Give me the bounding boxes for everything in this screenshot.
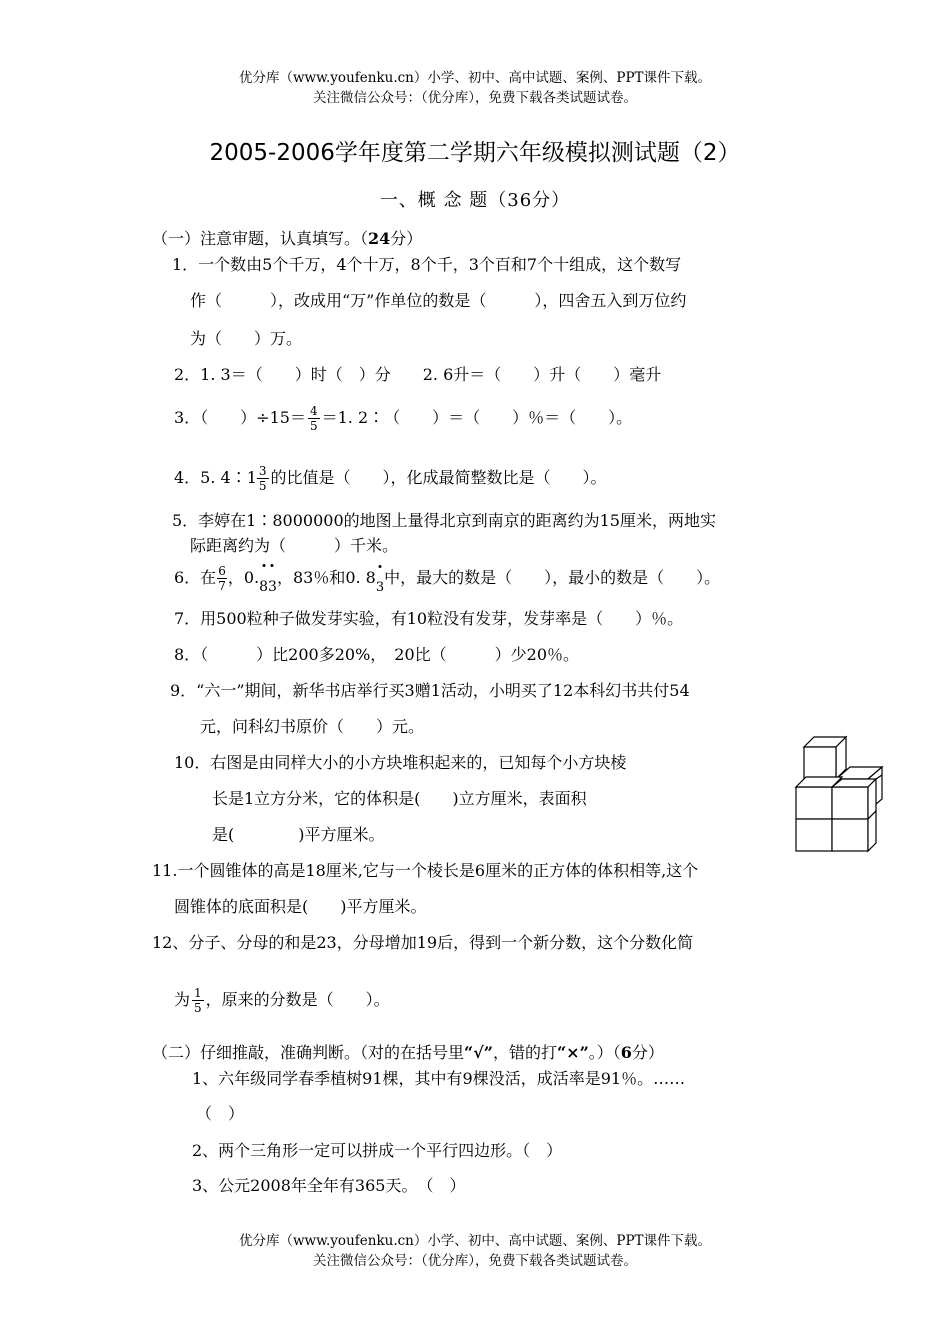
- q10-line2: 长是1立方分米，它的体积是( )立方厘米，表面积: [212, 789, 587, 808]
- q4: 4．5. 4∶1 $\frac{3}{5}$ 的比值是（ ），化成最简整数比是（ ）。: [174, 464, 607, 493]
- q11-line1: 11.一个圆锥体的高是18厘米,它与一个棱长是6厘米的正方体的体积相等,这个: [152, 861, 699, 880]
- q5-line2: 际距离约为（ ）千米。: [190, 536, 399, 555]
- judge-1-line2: （ ）: [196, 1104, 245, 1123]
- q8: 8．（ ）比200多20%， 20比（ ）少20％。: [174, 645, 580, 664]
- judge-2: 2、两个三角形一定可以拼成一个平行四边形。（ ）: [192, 1141, 563, 1160]
- fraction: $\frac{3}{5}$: [258, 464, 267, 493]
- q1-line1: 1．一个数由5个千万，4个十万，8个千，3个百和7个十组成，这个数写: [172, 255, 682, 274]
- q3: 3．（ ）÷15＝ $\frac{4}{5}$ ＝1. 2∶（ ）＝（ ）％＝（ ）。: [174, 404, 633, 433]
- q12-line2: 为 $\frac{1}{5}$ ，原来的分数是（ ）。: [174, 986, 390, 1015]
- judge-1-line1: 1、六年级同学春季植树91棵，其中有9棵没活，成活率是91％。……: [192, 1069, 686, 1088]
- part2-heading: （二）仔细推敲，准确判断。（对的在括号里“√”，错的打“×”。）（6分）: [152, 1043, 664, 1062]
- q1-line2: 作（ ），改成用“万”作单位的数是（ ），四舍五入到万位约: [190, 291, 687, 310]
- q6: 6．在 $\frac{6}{7}$ ，0.83，83％和0. 83中，最大的数是（ ），最小的数是（ ）。: [174, 558, 720, 608]
- q1-line3: 为（ ）万。: [190, 329, 303, 348]
- q9-line2: 元，问科幻书原价（ ）元。: [200, 717, 425, 736]
- fraction: $\frac{1}{5}$: [194, 986, 202, 1015]
- q11-line2: 圆锥体的底面积是( )平方厘米。: [174, 897, 427, 916]
- header-line-2: 关注微信公众号：（优分库），免费下载各类试题试卷。: [313, 90, 637, 106]
- section-title: 一、概 念 题（36分）: [379, 190, 571, 211]
- part1-heading: （一）注意审题，认真填写。（24分）: [152, 229, 423, 248]
- header-line-1: 优分库（www.youfenku.cn）小学、初中、高中试题、案例、PPT课件下载。: [238, 70, 712, 86]
- fraction: $\frac{4}{5}$: [309, 404, 318, 433]
- q7: 7．用500粒种子做发芽实验，有10粒没有发芽，发芽率是（ ）％。: [174, 609, 684, 628]
- q10-line3: 是( )平方厘米。: [212, 825, 385, 844]
- fraction: $\frac{6}{7}$: [218, 564, 226, 593]
- page-title: 2005-2006学年度第二学期六年级模拟测试题（2）: [209, 140, 741, 166]
- footer-line-1: 优分库（www.youfenku.cn）小学、初中、高中试题、案例、PPT课件下载。: [238, 1233, 712, 1249]
- cube-stack-figure-icon: [790, 735, 885, 855]
- q9-line1: 9．“六一”期间，新华书店举行买3赠1活动，小明买了12本科幻书共付54: [170, 681, 690, 700]
- q10-line1: 10．右图是由同样大小的小方块堆积起来的，已知每个小方块棱: [174, 753, 627, 772]
- q12-line1: 12、分子、分母的和是23，分母增加19后，得到一个新分数，这个分数化简: [152, 933, 694, 952]
- footer-line-2: 关注微信公众号：（优分库），免费下载各类试题试卷。: [313, 1253, 637, 1269]
- q5-line1: 5．李婷在1∶8000000的地图上量得北京到南京的距离约为15厘米，两地实: [172, 511, 716, 530]
- q2: 2．1. 3＝（ ）时（ ）分 2. 6升＝（ ）升（ ）毫升: [174, 365, 662, 384]
- judge-3: 3、公元2008年全年有365天。 （ ）: [192, 1176, 466, 1195]
